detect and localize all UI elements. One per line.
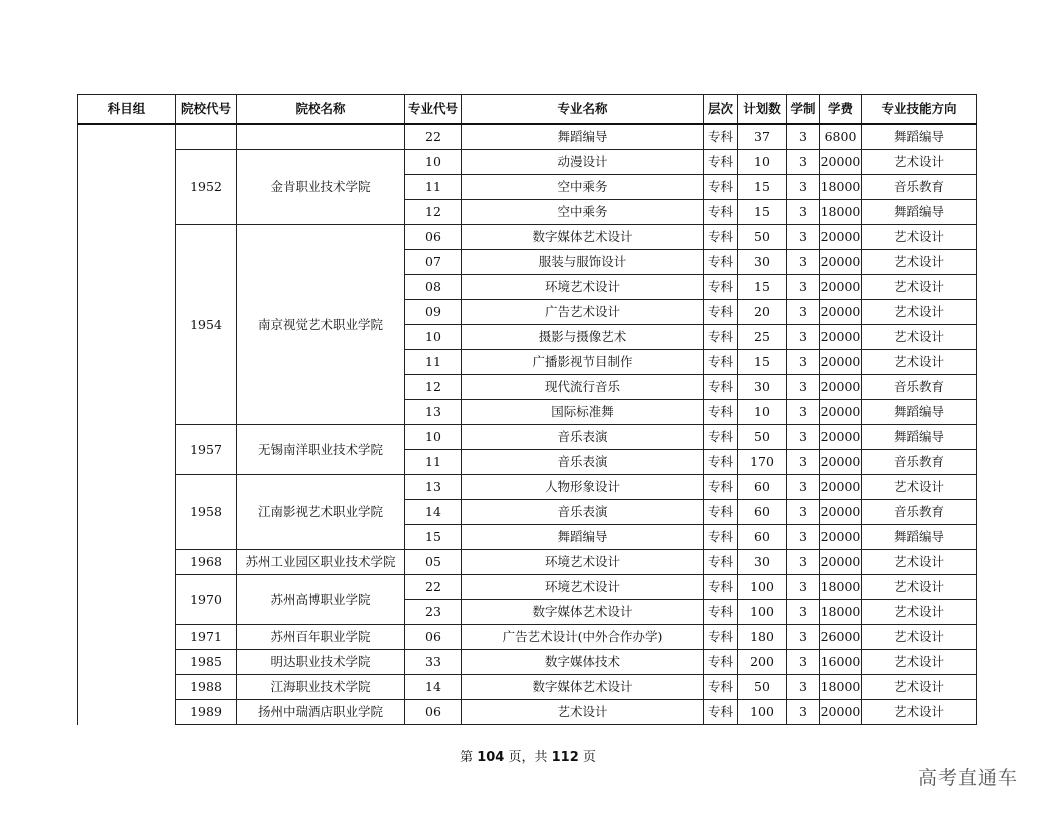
plan-count-cell: 20	[738, 300, 787, 325]
school-code-cell: 1989	[176, 700, 237, 725]
level-cell: 专科	[704, 200, 738, 225]
school-name-cell	[237, 124, 405, 150]
header-row	[78, 95, 977, 125]
skill-direction-cell: 音乐教育	[862, 500, 977, 525]
table-row	[78, 475, 977, 500]
major-name-cell: 空中乘务	[462, 200, 704, 225]
table-row	[78, 150, 977, 175]
plan-count-cell: 100	[738, 700, 787, 725]
major-name-cell: 音乐表演	[462, 450, 704, 475]
school-name-cell: 苏州高博职业学院	[237, 575, 405, 625]
tuition-cell: 18000	[820, 575, 862, 600]
major-code-cell: 22	[405, 575, 462, 600]
major-name-cell: 数字媒体技术	[462, 650, 704, 675]
major-code-cell: 14	[405, 500, 462, 525]
major-code-cell: 10	[405, 325, 462, 350]
school-name-cell: 金肯职业技术学院	[237, 150, 405, 225]
duration-cell: 3	[787, 600, 820, 625]
plan-count-cell: 60	[738, 475, 787, 500]
skill-direction-cell: 艺术设计	[862, 225, 977, 250]
level-cell: 专科	[704, 350, 738, 375]
duration-cell: 3	[787, 200, 820, 225]
tuition-cell: 20000	[820, 525, 862, 550]
header-subject-group: 科目组	[78, 95, 176, 125]
major-code-cell: 10	[405, 425, 462, 450]
tuition-cell: 20000	[820, 375, 862, 400]
watermark-logo: 高考直通车	[918, 767, 1019, 789]
page-footer	[0, 746, 1056, 765]
level-cell: 专科	[704, 600, 738, 625]
major-name-cell: 音乐表演	[462, 425, 704, 450]
header-major-code: 专业代号	[405, 95, 462, 125]
skill-direction-cell: 音乐教育	[862, 450, 977, 475]
skill-direction-cell: 艺术设计	[862, 475, 977, 500]
plan-count-cell: 10	[738, 400, 787, 425]
major-name-cell: 数字媒体艺术设计	[462, 675, 704, 700]
school-code-cell: 1958	[176, 475, 237, 550]
skill-direction-cell: 艺术设计	[862, 250, 977, 275]
duration-cell: 3	[787, 225, 820, 250]
major-code-cell: 33	[405, 650, 462, 675]
header-plan-count: 计划数	[738, 95, 787, 125]
duration-cell: 3	[787, 325, 820, 350]
major-code-cell: 08	[405, 275, 462, 300]
tuition-cell: 20000	[820, 350, 862, 375]
tuition-cell: 20000	[820, 425, 862, 450]
major-name-cell: 数字媒体艺术设计	[462, 225, 704, 250]
page-total: 112	[551, 750, 579, 765]
tuition-cell: 18000	[820, 200, 862, 225]
tuition-cell: 20000	[820, 450, 862, 475]
plan-count-cell: 25	[738, 325, 787, 350]
header-school-name: 院校名称	[237, 95, 405, 125]
tuition-cell: 20000	[820, 150, 862, 175]
plan-count-cell: 50	[738, 425, 787, 450]
plan-count-cell: 37	[738, 124, 787, 150]
header-school-code: 院校代号	[176, 95, 237, 125]
skill-direction-cell: 舞蹈编导	[862, 525, 977, 550]
school-name-cell: 苏州百年职业学院	[237, 625, 405, 650]
plan-count-cell: 15	[738, 275, 787, 300]
major-code-cell: 13	[405, 400, 462, 425]
major-code-cell: 06	[405, 225, 462, 250]
school-code-cell: 1988	[176, 675, 237, 700]
plan-count-cell: 15	[738, 200, 787, 225]
skill-direction-cell: 艺术设计	[862, 675, 977, 700]
duration-cell: 3	[787, 575, 820, 600]
table-row	[78, 124, 977, 150]
header-tuition: 学费	[820, 95, 862, 125]
major-name-cell: 广告艺术设计	[462, 300, 704, 325]
tuition-cell: 20000	[820, 225, 862, 250]
level-cell: 专科	[704, 525, 738, 550]
skill-direction-cell: 艺术设计	[862, 150, 977, 175]
level-cell: 专科	[704, 675, 738, 700]
major-code-cell: 23	[405, 600, 462, 625]
tuition-cell: 20000	[820, 700, 862, 725]
tuition-cell: 20000	[820, 250, 862, 275]
skill-direction-cell: 舞蹈编导	[862, 425, 977, 450]
skill-direction-cell: 艺术设计	[862, 700, 977, 725]
major-name-cell: 环境艺术设计	[462, 275, 704, 300]
tuition-cell: 6800	[820, 124, 862, 150]
major-name-cell: 环境艺术设计	[462, 550, 704, 575]
tuition-cell: 20000	[820, 550, 862, 575]
plan-count-cell: 10	[738, 150, 787, 175]
major-code-cell: 12	[405, 200, 462, 225]
level-cell: 专科	[704, 150, 738, 175]
skill-direction-cell: 艺术设计	[862, 600, 977, 625]
major-code-cell: 11	[405, 350, 462, 375]
school-code-cell: 1954	[176, 225, 237, 425]
duration-cell: 3	[787, 700, 820, 725]
table-row	[78, 650, 977, 675]
school-code-cell: 1968	[176, 550, 237, 575]
plan-count-cell: 60	[738, 500, 787, 525]
duration-cell: 3	[787, 450, 820, 475]
school-code-cell: 1985	[176, 650, 237, 675]
school-code-cell: 1970	[176, 575, 237, 625]
header-duration: 学制	[787, 95, 820, 125]
table-row	[78, 425, 977, 450]
footer-suffix: 页	[578, 750, 596, 765]
table-row	[78, 550, 977, 575]
major-name-cell: 现代流行音乐	[462, 375, 704, 400]
table-row	[78, 575, 977, 600]
plan-count-cell: 30	[738, 375, 787, 400]
major-code-cell: 13	[405, 475, 462, 500]
tuition-cell: 18000	[820, 175, 862, 200]
level-cell: 专科	[704, 175, 738, 200]
skill-direction-cell: 艺术设计	[862, 275, 977, 300]
duration-cell: 3	[787, 375, 820, 400]
tuition-cell: 20000	[820, 475, 862, 500]
major-name-cell: 舞蹈编导	[462, 525, 704, 550]
skill-direction-cell: 艺术设计	[862, 350, 977, 375]
level-cell: 专科	[704, 375, 738, 400]
skill-direction-cell: 艺术设计	[862, 325, 977, 350]
major-name-cell: 音乐表演	[462, 500, 704, 525]
major-name-cell: 动漫设计	[462, 150, 704, 175]
skill-direction-cell: 艺术设计	[862, 625, 977, 650]
plan-count-cell: 15	[738, 175, 787, 200]
school-name-cell: 江海职业技术学院	[237, 675, 405, 700]
major-name-cell: 空中乘务	[462, 175, 704, 200]
plan-count-cell: 100	[738, 600, 787, 625]
duration-cell: 3	[787, 650, 820, 675]
plan-count-cell: 50	[738, 225, 787, 250]
major-name-cell: 服装与服饰设计	[462, 250, 704, 275]
header-level: 层次	[704, 95, 738, 125]
major-code-cell: 06	[405, 700, 462, 725]
tuition-cell: 26000	[820, 625, 862, 650]
level-cell: 专科	[704, 575, 738, 600]
duration-cell: 3	[787, 625, 820, 650]
duration-cell: 3	[787, 350, 820, 375]
tuition-cell: 20000	[820, 275, 862, 300]
tuition-cell: 20000	[820, 400, 862, 425]
header-skill-direction: 专业技能方向	[862, 95, 977, 125]
skill-direction-cell: 艺术设计	[862, 300, 977, 325]
tuition-cell: 20000	[820, 300, 862, 325]
duration-cell: 3	[787, 475, 820, 500]
plan-count-cell: 50	[738, 675, 787, 700]
plan-count-cell: 30	[738, 250, 787, 275]
tuition-cell: 18000	[820, 675, 862, 700]
major-name-cell: 人物形象设计	[462, 475, 704, 500]
duration-cell: 3	[787, 500, 820, 525]
major-code-cell: 06	[405, 625, 462, 650]
major-name-cell: 广播影视节目制作	[462, 350, 704, 375]
skill-direction-cell: 舞蹈编导	[862, 400, 977, 425]
level-cell: 专科	[704, 325, 738, 350]
school-code-cell: 1971	[176, 625, 237, 650]
duration-cell: 3	[787, 250, 820, 275]
major-code-cell: 10	[405, 150, 462, 175]
plan-count-cell: 30	[738, 550, 787, 575]
skill-direction-cell: 艺术设计	[862, 575, 977, 600]
school-code-cell: 1952	[176, 150, 237, 225]
level-cell: 专科	[704, 550, 738, 575]
level-cell: 专科	[704, 300, 738, 325]
school-name-cell: 无锡南洋职业技术学院	[237, 425, 405, 475]
major-name-cell: 环境艺术设计	[462, 575, 704, 600]
level-cell: 专科	[704, 425, 738, 450]
duration-cell: 3	[787, 175, 820, 200]
major-name-cell: 舞蹈编导	[462, 124, 704, 150]
major-code-cell: 11	[405, 450, 462, 475]
school-name-cell: 扬州中瑞酒店职业学院	[237, 700, 405, 725]
page-number: 104	[477, 750, 505, 765]
major-name-cell: 艺术设计	[462, 700, 704, 725]
footer-prefix: 第	[460, 750, 478, 765]
duration-cell: 3	[787, 675, 820, 700]
table-row	[78, 675, 977, 700]
plan-count-cell: 200	[738, 650, 787, 675]
plan-count-cell: 15	[738, 350, 787, 375]
subject-group-cell	[78, 124, 176, 725]
table-row	[78, 625, 977, 650]
tuition-cell: 20000	[820, 325, 862, 350]
major-name-cell: 摄影与摄像艺术	[462, 325, 704, 350]
major-code-cell: 11	[405, 175, 462, 200]
level-cell: 专科	[704, 225, 738, 250]
major-code-cell: 14	[405, 675, 462, 700]
tuition-cell: 16000	[820, 650, 862, 675]
level-cell: 专科	[704, 450, 738, 475]
school-name-cell: 苏州工业园区职业技术学院	[237, 550, 405, 575]
major-code-cell: 15	[405, 525, 462, 550]
admission-plan-table	[77, 94, 977, 725]
school-name-cell: 江南影视艺术职业学院	[237, 475, 405, 550]
skill-direction-cell: 舞蹈编导	[862, 124, 977, 150]
header-major-name: 专业名称	[462, 95, 704, 125]
plan-count-cell: 180	[738, 625, 787, 650]
plan-count-cell: 60	[738, 525, 787, 550]
tuition-cell: 20000	[820, 500, 862, 525]
tuition-cell: 18000	[820, 600, 862, 625]
level-cell: 专科	[704, 250, 738, 275]
level-cell: 专科	[704, 625, 738, 650]
level-cell: 专科	[704, 475, 738, 500]
duration-cell: 3	[787, 425, 820, 450]
level-cell: 专科	[704, 700, 738, 725]
major-code-cell: 22	[405, 124, 462, 150]
level-cell: 专科	[704, 650, 738, 675]
duration-cell: 3	[787, 275, 820, 300]
table-row	[78, 700, 977, 725]
skill-direction-cell: 音乐教育	[862, 375, 977, 400]
duration-cell: 3	[787, 550, 820, 575]
footer-middle: 页，共	[504, 750, 552, 765]
skill-direction-cell: 舞蹈编导	[862, 200, 977, 225]
level-cell: 专科	[704, 400, 738, 425]
level-cell: 专科	[704, 275, 738, 300]
skill-direction-cell: 艺术设计	[862, 550, 977, 575]
duration-cell: 3	[787, 300, 820, 325]
major-code-cell: 12	[405, 375, 462, 400]
major-code-cell: 05	[405, 550, 462, 575]
level-cell: 专科	[704, 124, 738, 150]
major-name-cell: 国际标准舞	[462, 400, 704, 425]
plan-count-cell: 100	[738, 575, 787, 600]
plan-count-cell: 170	[738, 450, 787, 475]
school-name-cell: 明达职业技术学院	[237, 650, 405, 675]
school-code-cell	[176, 124, 237, 150]
major-code-cell: 07	[405, 250, 462, 275]
major-name-cell: 广告艺术设计(中外合作办学)	[462, 625, 704, 650]
duration-cell: 3	[787, 525, 820, 550]
duration-cell: 3	[787, 124, 820, 150]
major-name-cell: 数字媒体艺术设计	[462, 600, 704, 625]
skill-direction-cell: 艺术设计	[862, 650, 977, 675]
duration-cell: 3	[787, 400, 820, 425]
table-row	[78, 225, 977, 250]
duration-cell: 3	[787, 150, 820, 175]
school-name-cell: 南京视觉艺术职业学院	[237, 225, 405, 425]
level-cell: 专科	[704, 500, 738, 525]
major-code-cell: 09	[405, 300, 462, 325]
skill-direction-cell: 音乐教育	[862, 175, 977, 200]
school-code-cell: 1957	[176, 425, 237, 475]
